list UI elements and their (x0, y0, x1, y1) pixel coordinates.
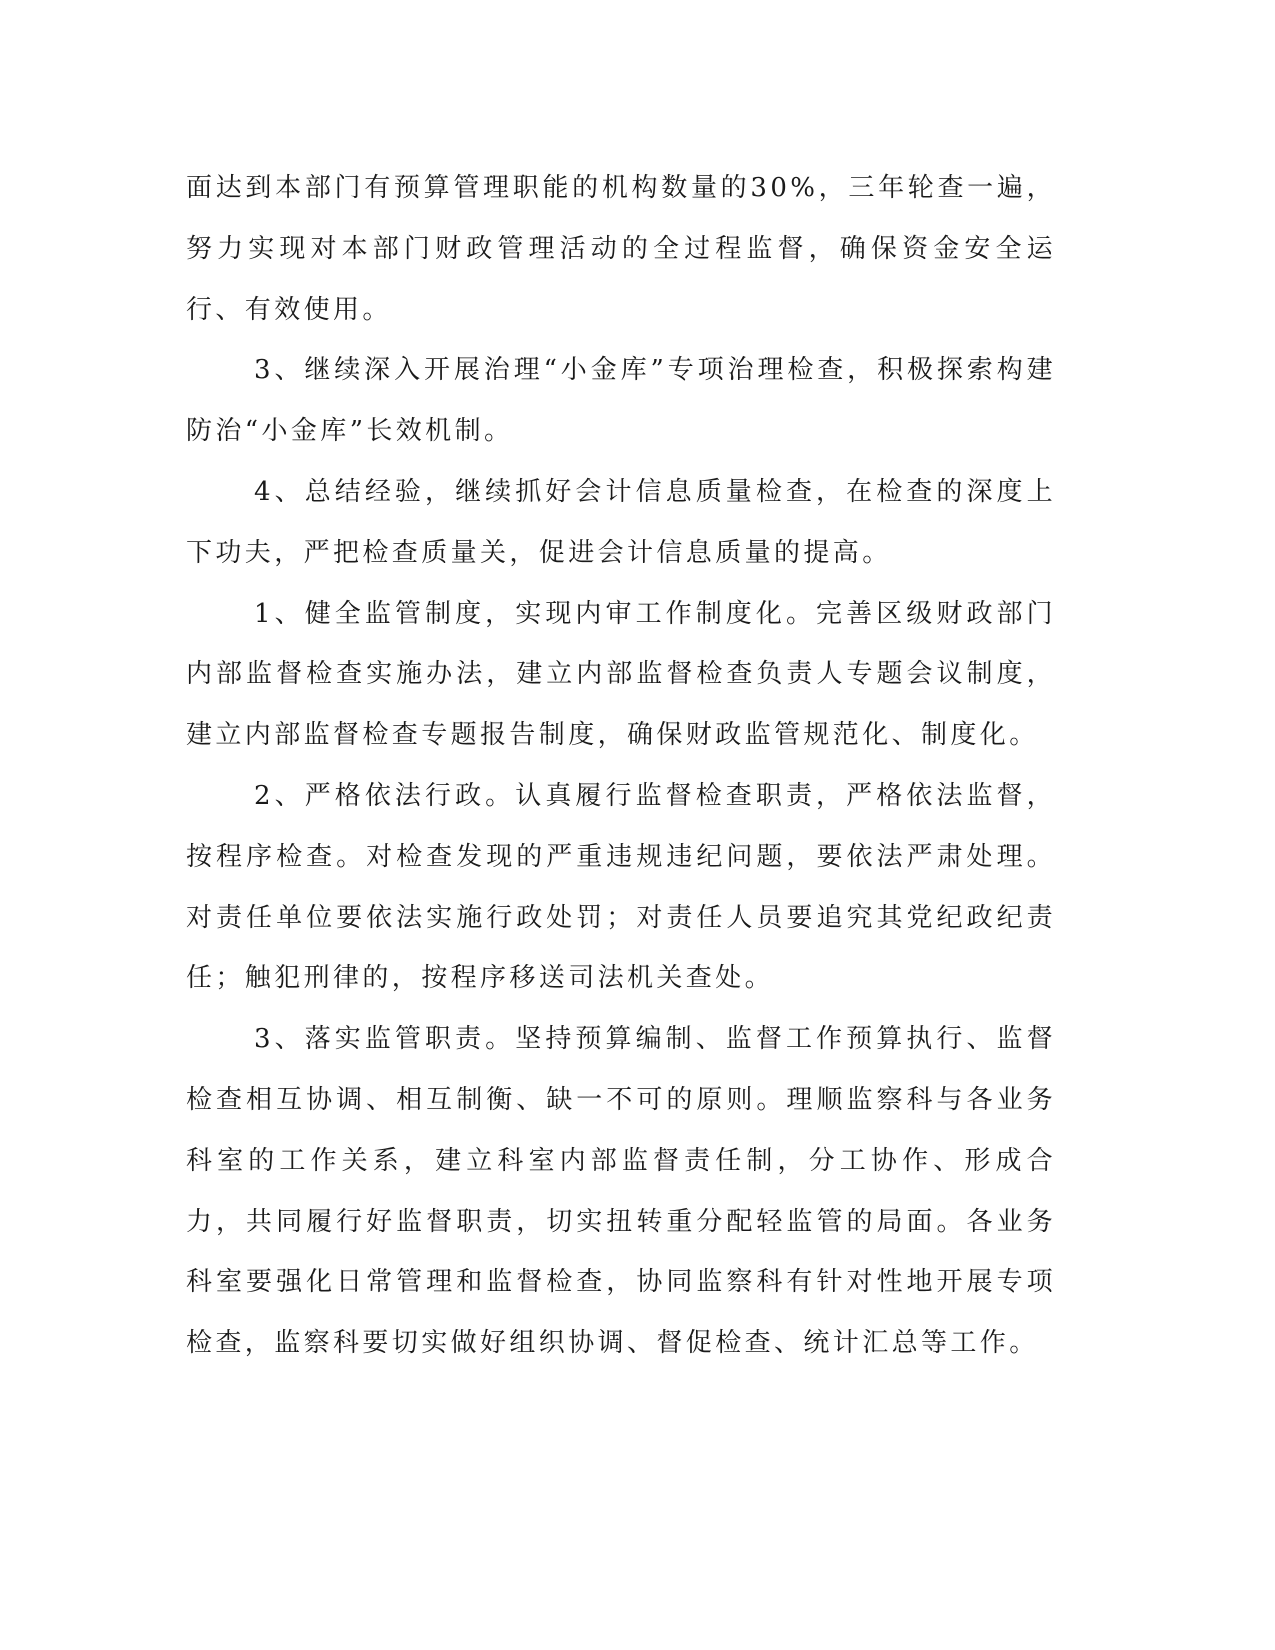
paragraph-item-4-accounting-quality: 4、总结经验，继续抓好会计信息质量检查，在检查的深度上下功夫，严把检查质量关，促进会计信息质量的提高。 (186, 476, 1056, 568)
paragraph-continuation: 面达到本部门有预算管理职能的机构数量的30%，三年轮查一遍，努力实现对本部门财政管理活动的全过程监督，确保资金安全运行、有效使用。 (186, 173, 1056, 325)
paragraph-item-3-xiaojinku: 3、继续深入开展治理“小金库”专项治理检查，积极探索构建防治“小金库”长效机制。 (186, 355, 1056, 447)
paragraph-item-3-supervision-duties: 3、落实监管职责。坚持预算编制、监督工作预算执行、监督检查相互协调、相互制衡、缺一不可的原则。理顺监察科与各业务科室的工作关系，建立科室内部监督责任制，分工协作、形成合力，共同履行好监督职责，切实扭转重分配轻监管的局面。各业务科室要强化日常管理和监督检查，协同监察科有针对性地开展专项检查，监察科要切实做好组织协调、督促检查、统计汇总等工作。 (186, 1024, 1056, 1359)
paragraph-item-2-lawful-administration: 2、严格依法行政。认真履行监督检查职责，严格依法监督，按程序检查。对检查发现的严重违规违纪问题，要依法严肃处理。对责任单位要依法实施行政处罚；对责任人员要追究其党纪政纪责任；触犯刑律的，按程序移送司法机关查处。 (186, 780, 1056, 994)
body-text (186, 158, 1056, 1374)
paragraph-item-1-supervision-system: 1、健全监管制度，实现内审工作制度化。完善区级财政部门内部监督检查实施办法，建立内部监督检查负责人专题会议制度，建立内部监督检查专题报告制度，确保财政监管规范化、制度化。 (186, 598, 1056, 751)
